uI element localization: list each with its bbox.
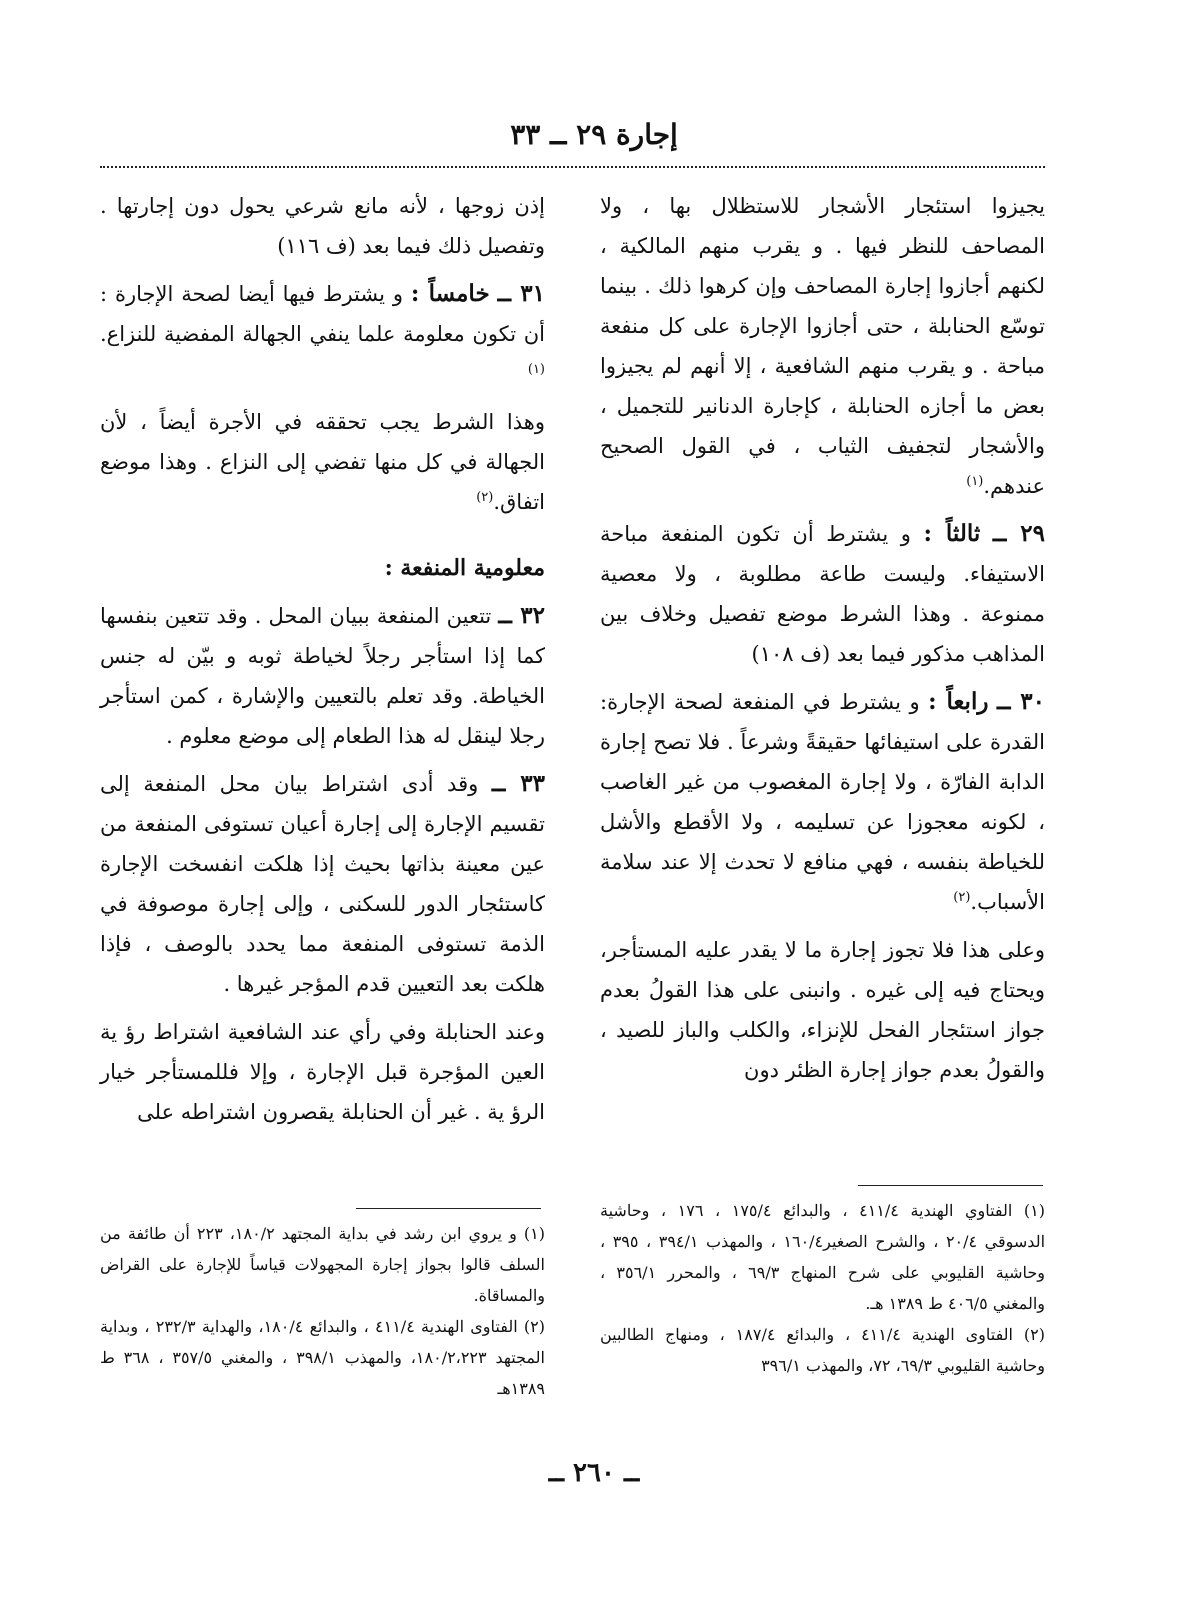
footnote-ref: (٢) (953, 890, 971, 905)
paragraph-text: وهذا الشرط يجب تحققه في الأجرة أيضاً ، لأن الجهالة في كل منها تفضي إلى النزاع . وهذا موضع اتفاق. (100, 410, 545, 514)
paragraph-number: ٣٢ ــ (498, 602, 545, 629)
footnote: (١) الفتاوي الهندية ٤١١/٤ ، والبدائع ١٧٥/٤ ، ١٧٦ ، وحاشية الدسوقي ٢٠/٤ ، والشرح الصغير١٦٠/٤ ، والمهذب ٣٩٤/١ ، ٣٩٥ ، وحاشية القليوبي على شرح المنهاج ٦٩/٣ ، والمحرر ٣٥٦/١ ، والمغني ٤٠٦/٥ ط ١٣٨٩ هـ. (600, 1201, 1046, 1313)
page-header: إجارة ٢٩ ــ ٣٣ (510, 118, 678, 151)
paragraph-30 (600, 682, 1045, 922)
paragraph-consequence: وعلى هذا فلا تجوز إجارة ما لا يقدر عليه المستأجر، ويحتاج فيه إلى غيره . وانبنى على هذا القولُ بعدم جواز استئجار الفحل للإنزاء، والكلب والباز للصيد ، والقولُ بعدم جواز إجارة الظئر دون (600, 938, 1045, 1082)
paragraph-text: و يشترط فيها أيضا لصحة الإجارة : أن تكون معلومة علما ينفي الجهالة المفضية للنزاع. (100, 282, 545, 346)
footnote-divider (858, 1185, 1043, 1186)
footnote: (١) و يروي ابن رشد في بداية المجتهد ١٨٠/٢، ٢٢٣ أن طائفة من السلف قالوا بجواز إجارة المجهولات قياساً للإجارة على القراض والمساقاة. (100, 1224, 545, 1305)
paragraph-number: ٣٣ ــ (491, 770, 545, 797)
paragraph-number: ٣١ ــ (497, 280, 545, 307)
paragraph-32 (100, 596, 545, 756)
right-column (600, 186, 1045, 1098)
paragraph-label: ثالثاً : (923, 520, 981, 547)
paragraph-number: ٢٩ ــ (992, 520, 1045, 547)
footnote-divider (356, 1208, 541, 1209)
header-divider (100, 166, 1045, 168)
paragraph-label: رابعاً : (928, 688, 989, 715)
paragraph-text: وقد أدى اشتراط بيان محل المنفعة إلى تقسيم الإجارة إلى إجارة أعيان تستوفى المنفعة من عين معينة بذاتها بحيث إذا هلكت انفسخت الإجارة كاستئجار الدور للسكنى ، وإلى إجارة موصوفة في الذمة تستوفى المنفعة مما يحدد بالوصف ، فإذا هلكت بعد التعيين قدم المؤجر غيرها . (100, 772, 545, 996)
footnote-ref: (١) (527, 362, 545, 377)
page-number: ــ ٢٦٠ ــ (548, 1458, 640, 1488)
paragraph-31 (100, 274, 545, 394)
paragraph-continuation: إذن زوجها ، لأنه مانع شرعي يحول دون إجارتها . وتفصيل ذلك فيما بعد (ف ١١٦) (100, 194, 545, 258)
paragraph-agreement (100, 402, 545, 522)
paragraph-label: خامساً : (410, 280, 490, 307)
paragraph-text: و يشترط في المنفعة لصحة الإجارة: القدرة على استيفائها حقيقةً وشرعاً . فلا تصح إجارة الدابة الفارّة ، ولا إجارة المغصوب من غير الغاصب ، لكونه معجوزا عن تسليمه ، ولا الأقطع والأشل للخياطة بنفسه ، فهي منافع لا تحدث إلا عند سلامة الأسباب. (600, 690, 1045, 914)
paragraph-number: ٣٠ ــ (996, 688, 1045, 715)
section-title: معلومية المنفعة : (384, 555, 545, 581)
footnote: (٢) الفتاوى الهندية ٤١١/٤ ، والبدائع ١٨٠/٤، والهداية ٢٣٢/٣ ، وبداية المجتهد ١٨٠/٢،٢٢٣، والمهذب ٣٩٨/١ ، والمغني ٣٥٧/٥ ، ٣٦٨ ط ١٣٨٩هـ (100, 1317, 546, 1398)
paragraph-text: و يشترط أن تكون المنفعة مباحة الاستيفاء. وليست طاعة مطلوبة ، ولا معصية ممنوعة . وهذا الشرط موضع تفصيل وخلاف بين المذاهب مذكور فيما بعد (ف ١٠٨) (600, 522, 1045, 666)
paragraph-text: تتعين المنفعة ببيان المحل . وقد تتعين بنفسها كما إذا استأجر رجلاً لخياطة ثوبه و بيّن له جنس الخياطة. وقد تعلم بالتعيين والإشارة ، كمن استأجر رجلا لينقل له هذا الطعام إلى موضع معلوم . (100, 604, 545, 748)
left-footnotes (100, 1218, 545, 1404)
left-column (100, 186, 545, 1140)
paragraph-text: يجيزوا استئجار الأشجار للاستظلال بها ، ولا المصاحف للنظر فيها . و يقرب منهم المالكية ، لكنهم أجازوا إجارة المصاحف وإن كرهوا ذلك . بينما توسّع الحنابلة ، حتى أجازوا الإجارة على كل منفعة مباحة . و يقرب منهم الشافعية ، إلا أنهم لم يجيزوا بعض ما أجازه الحنابلة ، كإجارة الدنانير للتجميل ، والأشجار لتجفيف الثياب ، في القول الصحيح عندهم. (600, 194, 1045, 498)
footnote-ref: (٢) (476, 490, 494, 505)
footnote-ref: (١) (966, 474, 984, 489)
right-footnotes (600, 1195, 1045, 1381)
paragraph-hanabila: وعند الحنابلة وفي رأي عند الشافعية اشتراط رؤ ية العين المؤجرة قبل الإجارة ، وإلا فللمستأجر خيار الرؤ ية . غير أن الحنابلة يقصرون اشتراطه على (100, 1020, 545, 1124)
paragraph-29 (600, 514, 1045, 674)
paragraph-33 (100, 764, 545, 1004)
paragraph-continuation (600, 186, 1045, 506)
footnote: (٢) الفتاوى الهندية ٤١١/٤ ، والبدائع ١٨٧/٤ ، ومنهاج الطالبين وحاشية القليوبي ٦٩/٣، ٧٢، والمهذب ٣٩٦/١ (600, 1325, 1046, 1375)
